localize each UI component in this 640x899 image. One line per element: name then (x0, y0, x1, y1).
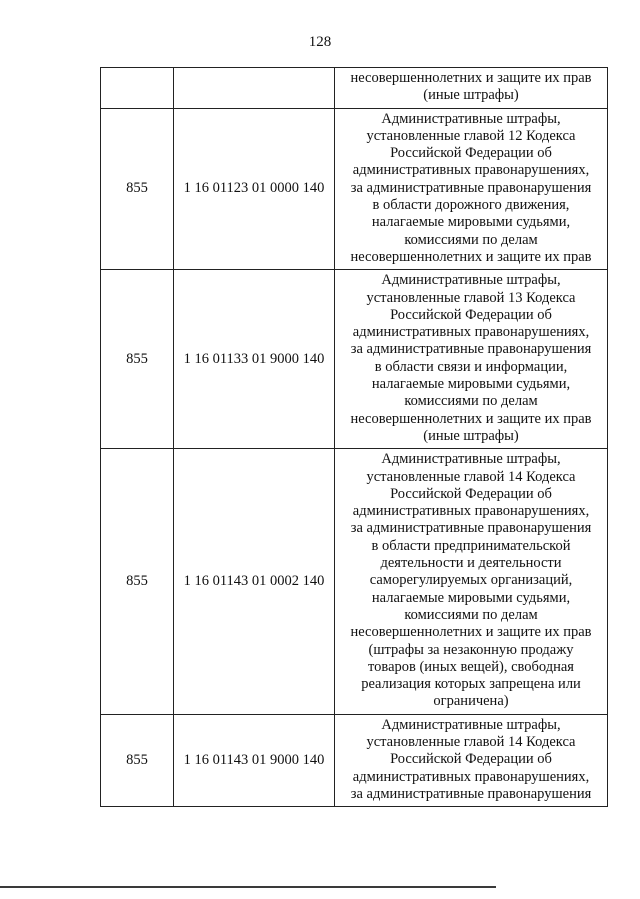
description-line: деятельности и деятельности (380, 555, 562, 572)
description-line: несовершеннолетних и защите их прав (350, 248, 592, 265)
admin-code-cell (101, 68, 174, 109)
kbk-code-cell: 1 16 01143 01 0002 140 (174, 449, 335, 714)
admin-code-cell: 855 (101, 108, 174, 270)
table-row (101, 714, 608, 806)
admin-code-cell: 855 (101, 714, 174, 806)
kbk-code-cell: 1 16 01123 01 0000 140 (174, 108, 335, 270)
description-line: в области дорожного движения, (372, 197, 570, 214)
description-line: реализация которых запрещена или (361, 676, 581, 693)
description-line: за административные правонарушения (350, 179, 592, 196)
description-line: административных правонарушениях, (352, 162, 590, 179)
description-line: административных правонарушениях, (352, 768, 590, 785)
description-line: несовершеннолетних и защите их прав (350, 70, 592, 86)
description-line: налагаемые мировыми судьями, (371, 214, 571, 231)
description-line: за административные правонарушения (350, 341, 592, 358)
kbk-code-cell: 1 16 01143 01 9000 140 (174, 714, 335, 806)
description-line: Российской Федерации об (390, 145, 552, 162)
table-row (101, 449, 608, 714)
table-row (101, 270, 608, 449)
description-line: комиссиями по делам (404, 393, 538, 410)
description-line: в области связи и информации, (374, 358, 568, 375)
bottom-rule (0, 886, 496, 888)
admin-code-cell: 855 (101, 270, 174, 449)
description-line: Российской Федерации об (390, 306, 552, 323)
description-line: установленные главой 13 Кодекса (366, 289, 576, 306)
description-line: комиссиями по делам (404, 231, 538, 248)
page-number: 128 (308, 34, 332, 50)
table-row (101, 108, 608, 270)
description-line: налагаемые мировыми судьями, (371, 589, 571, 606)
description-line: ограничена) (433, 693, 509, 710)
description-cell (335, 68, 608, 109)
description-cell (335, 270, 608, 449)
description-line: установленные главой 14 Кодекса (366, 733, 576, 750)
table-row (101, 68, 608, 109)
description-line: (иные штрафы) (423, 427, 519, 444)
admin-code-cell: 855 (101, 449, 174, 714)
description-line: саморегулируемых организаций, (369, 572, 573, 589)
kbk-code-cell (174, 68, 335, 109)
description-line: Российской Федерации об (390, 751, 552, 768)
description-line: Административные штрафы, (381, 110, 561, 127)
description-line: Российской Федерации об (390, 485, 552, 502)
description-line: за административные правонарушения (350, 785, 592, 802)
description-line: административных правонарушениях, (352, 324, 590, 341)
description-line: несовершеннолетних и защите их прав (350, 410, 592, 427)
description-line: в области предпринимательской (371, 537, 571, 554)
kbk-code-cell: 1 16 01133 01 9000 140 (174, 270, 335, 449)
table-body (101, 68, 608, 807)
description-line: налагаемые мировыми судьями, (371, 376, 571, 393)
description-cell (335, 449, 608, 714)
description-line: (иные штрафы) (423, 87, 519, 104)
description-line: комиссиями по делам (404, 606, 538, 623)
description-line: Административные штрафы, (381, 272, 561, 289)
description-line: за административные правонарушения (350, 520, 592, 537)
description-line: Административные штрафы, (381, 451, 561, 468)
description-line: установленные главой 14 Кодекса (366, 468, 576, 485)
description-cell (335, 108, 608, 270)
description-line: Административные штрафы, (381, 716, 561, 733)
budget-codes-table (100, 67, 608, 807)
description-line: административных правонарушениях, (352, 503, 590, 520)
description-line: несовершеннолетних и защите их прав (350, 624, 592, 641)
description-line: установленные главой 12 Кодекса (366, 127, 576, 144)
description-line: (штрафы за незаконную продажу (368, 641, 574, 658)
description-cell (335, 714, 608, 806)
description-line: товаров (иных вещей), свободная (368, 658, 574, 675)
